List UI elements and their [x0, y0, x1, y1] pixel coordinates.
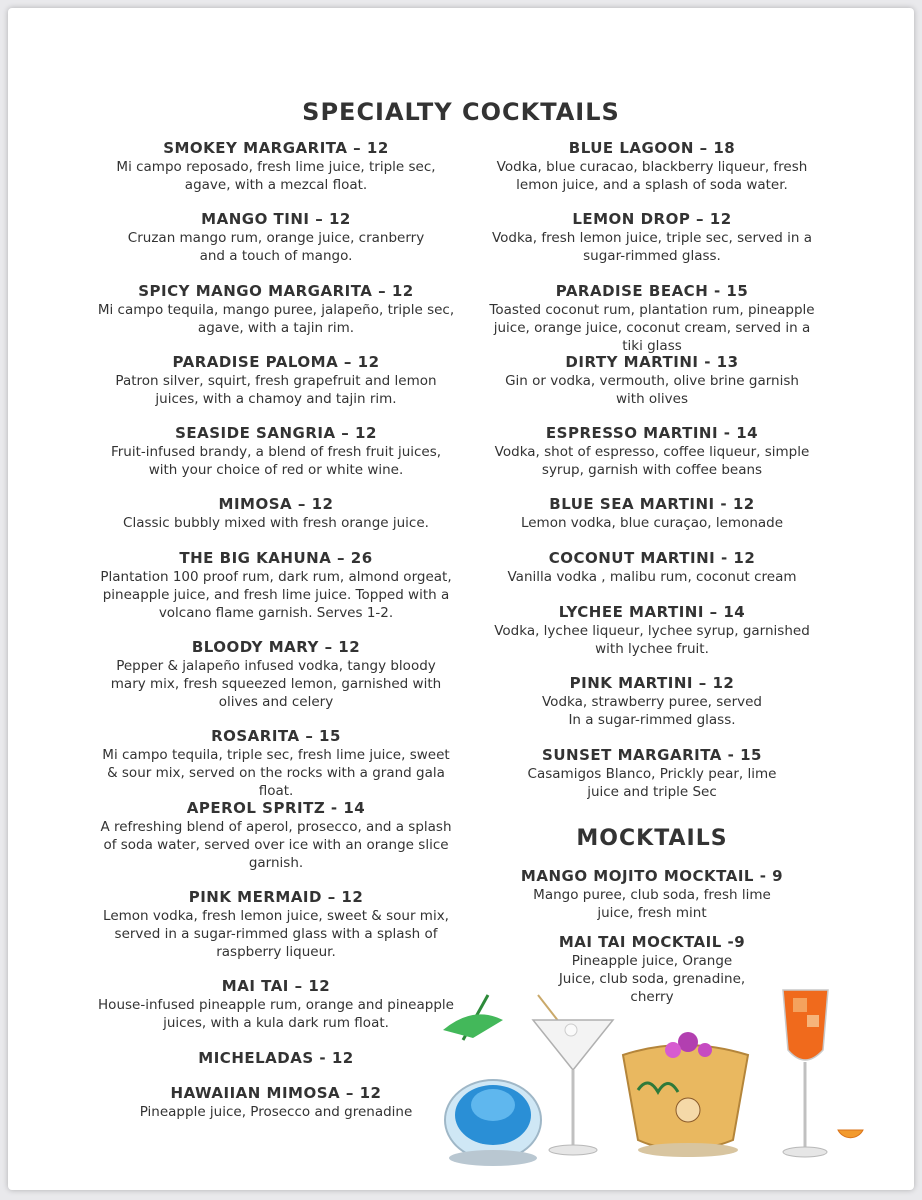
- martini-glass-image: [533, 995, 613, 1155]
- mocktails-heading: MOCKTAILS: [576, 826, 728, 851]
- menu-item: MAI TAI MOCKTAIL -9 Pineapple juice, Orange Juice, club soda, grenadine, cherry: [558, 933, 746, 1005]
- menu-item: HAWAIIAN MIMOSA – 12 Pineapple juice, Prosecco and grenadine: [139, 1084, 413, 1120]
- menu-item: SMOKEY MARGARITA – 12 Mi campo reposado, fresh lime juice, triple sec, agave, with a mezcal float.: [116, 139, 436, 193]
- tiki-cup-image: [623, 1032, 748, 1157]
- menu-item: ROSARITA – 15 Mi campo tequila, triple sec, fresh lime juice, sweet & sour mix, served on the rocks with a grand gala float.: [102, 727, 450, 799]
- spritz-glass-image: [783, 990, 863, 1157]
- menu-item: BLUE LAGOON – 18 Vodka, blue curacao, blackberry liqueur, fresh lemon juice, and a splash of soda water.: [496, 139, 808, 193]
- menu-item: SUNSET MARGARITA - 15 Casamigos Blanco, Prickly pear, lime juice and triple Sec: [527, 746, 777, 800]
- menu-item: PINK MERMAID – 12 Lemon vodka, fresh lemon juice, sweet & sour mix, served in a sugar-rimmed glass with a splash of raspberry liqueur.: [103, 888, 449, 960]
- menu-item: MIMOSA – 12 Classic bubbly mixed with fresh orange juice.: [123, 495, 429, 531]
- menu-item: LEMON DROP – 12 Vodka, fresh lemon juice, triple sec, served in a sugar-rimmed glass.: [491, 210, 813, 264]
- menu-item: COCONUT MARTINI - 12 Vanilla vodka , malibu rum, coconut cream: [507, 549, 797, 585]
- menu-item: MANGO MOJITO MOCKTAIL - 9 Mango puree, club soda, fresh lime juice, fresh mint: [520, 867, 784, 921]
- menu-item: DIRTY MARTINI - 13 Gin or vodka, vermouth, olive brine garnish with olives: [505, 353, 799, 407]
- menu-item: MICHELADAS - 12: [198, 1049, 354, 1067]
- menu-item: APEROL SPRITZ - 14 A refreshing blend of aperol, prosecco, and a splash of soda water, served over ice with an orange slice garnish.: [100, 799, 452, 871]
- menu-item: PINK MARTINI – 12 Vodka, strawberry puree, served In a sugar-rimmed glass.: [542, 674, 762, 728]
- specialty-cocktails-heading: SPECIALTY COCKTAILS: [302, 98, 620, 126]
- menu-item: THE BIG KAHUNA – 26 Plantation 100 proof rum, dark rum, almond orgeat, pineapple juice, and fresh lime juice. Topped with a volcano flame garnish. Serves 1-2.: [100, 549, 452, 621]
- menu-item: SEASIDE SANGRIA – 12 Fruit-infused brandy, a blend of fresh fruit juices, with your choice of red or white wine.: [110, 424, 442, 478]
- menu-item: MANGO TINI – 12 Cruzan mango rum, orange juice, cranberry and a touch of mango.: [127, 210, 425, 264]
- blue-drink-image: [443, 995, 541, 1166]
- menu-item: BLOODY MARY – 12 Pepper & jalapeño infused vodka, tangy bloody mary mix, fresh squeezed lemon, garnished with olives and celery: [110, 638, 442, 710]
- menu-item: ESPRESSO MARTINI - 14 Vodka, shot of espresso, coffee liqueur, simple syrup, garnish with coffee beans: [494, 424, 810, 478]
- menu-page: [8, 8, 914, 1190]
- cocktail-illustration: [433, 980, 873, 1170]
- menu-item: BLUE SEA MARTINI - 12 Lemon vodka, blue curaçao, lemonade: [520, 495, 784, 531]
- menu-item: PARADISE BEACH - 15 Toasted coconut rum, plantation rum, pineapple juice, orange juice, coconut cream, served in a tiki glass: [489, 282, 815, 354]
- menu-item: LYCHEE MARTINI – 14 Vodka, lychee liqueur, lychee syrup, garnished with lychee fruit.: [494, 603, 810, 657]
- menu-item: MAI TAI – 12 House-infused pineapple rum, orange and pineapple juices, with a kula dark rum float.: [98, 977, 454, 1031]
- menu-item: PARADISE PALOMA – 12 Patron silver, squirt, fresh grapefruit and lemon juices, with a chamoy and tajin rim.: [115, 353, 437, 407]
- menu-item: SPICY MANGO MARGARITA – 12 Mi campo tequila, mango puree, jalapeño, triple sec, agave, with a tajin rim.: [97, 282, 455, 336]
